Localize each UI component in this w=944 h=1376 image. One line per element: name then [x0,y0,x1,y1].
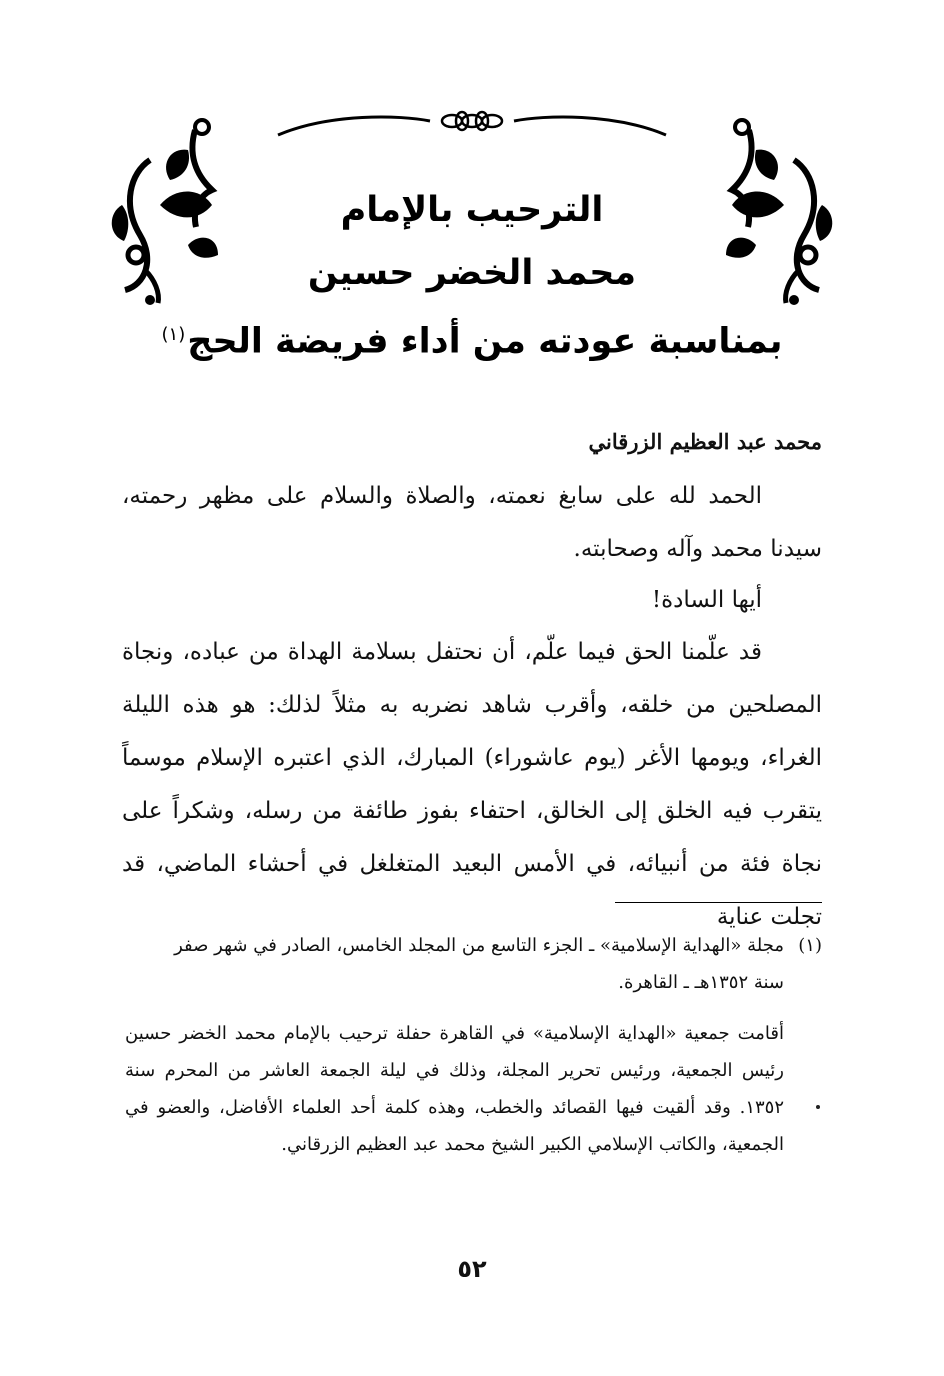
footnote-1 [125,927,822,1001]
paragraph-main: قد علّمنا الحق فيما علّم، أن نحتفل بسلامة الهداة من عباده، ونجاة المصلحين من خلقه، وأقرب شاهد نضربه به مثلاً لذلك: هو هذه الليلة الغراء، ويومها الأغر (يوم عاشوراء) المبارك، الذي اعتبره الإسلام موسماً يتقرب فيه الخلق إلى الخالق، احتفاء بفوز طائفة من رسله، وشكراً على نجاة فئة من أنبيائه، في الأمس البعيد المتغلغل في أحشاء الماضي، قد تجلت عناية [122,639,822,930]
paragraph-salutation: أيها السادة! [651,587,762,613]
paragraph-opening: الحمد لله على سابغ نعمته، والصلاة والسلام على مظهر رحمته، سيدنا محمد وآله وصحابته. [122,483,822,562]
center-knot-icon [442,112,502,130]
author-name: محمد عبد العظيم الزرقاني [588,429,822,454]
footnote-number: (١) [798,935,822,956]
stray-dot [816,1105,820,1109]
footnote-reference: (١) [161,324,186,345]
heading-line-1: الترحيب بالإمام [340,190,604,230]
page-number: ٥٢ [457,1255,487,1283]
heading-line-2: محمد الخضر حسين [307,253,637,293]
footnote-source-line-1: مجلة «الهداية الإسلامية» ـ الجزء التاسع من المجلد الخامس، الصادر في شهر صفر [174,935,784,956]
footnote-source-line-2: سنة ١٣٥٢هـ ـ القاهرة. [618,972,784,993]
footnote-note: أقامت جمعية «الهداية الإسلامية» في القاهرة حفلة ترحيب بالإمام محمد الخضر حسين رئيس الجمعية، ورئيس تحرير المجلة، وذلك في ليلة الجمعة العاشر من المحرم سنة ١٣٥٢. وقد ألقيت فيها القصائد والخطب، وهذه كلمة أحد العلماء الأفاضل، والعضو في الجمعية، والكاتب الإسلامي الكبير الشيخ محمد عبد العظيم الزرقاني. [125,1023,784,1155]
heading-line-3-text: بمناسبة عودته من أداء فريضة الحج [187,321,783,362]
footnote-divider [615,902,822,903]
heading-line-3 [0,310,944,367]
